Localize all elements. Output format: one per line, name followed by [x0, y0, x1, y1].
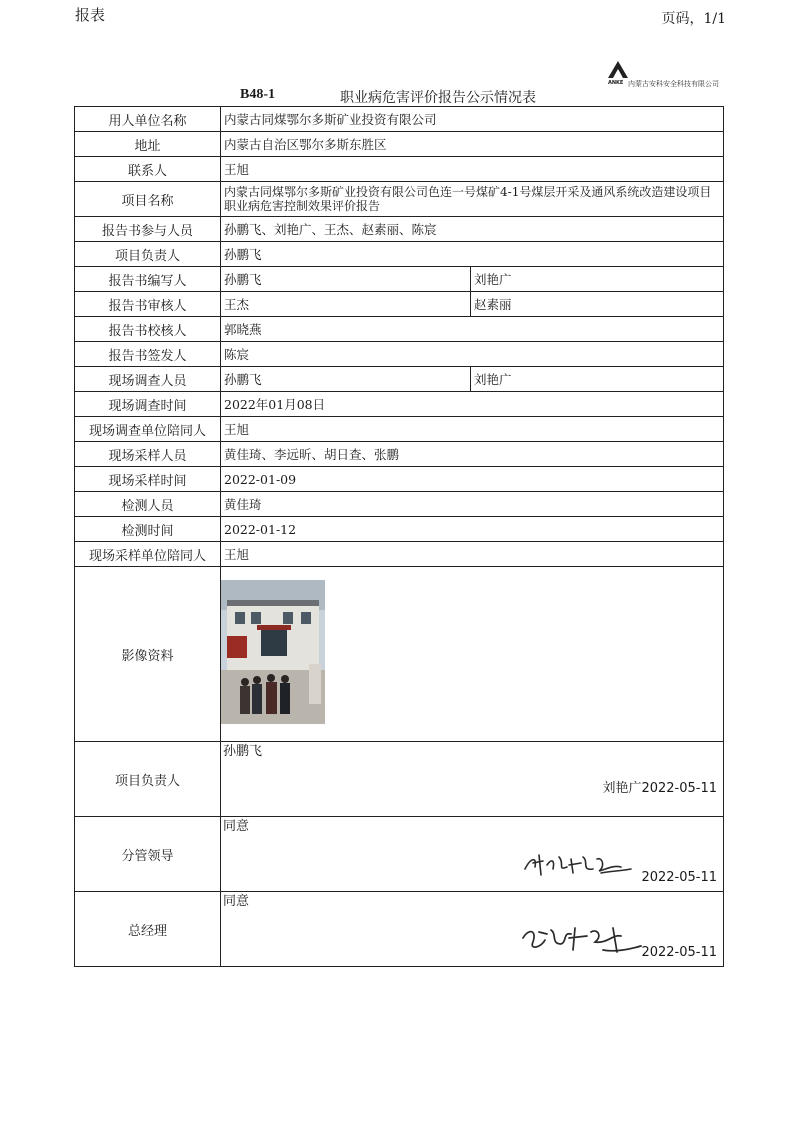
row-label: 总经理: [75, 892, 221, 966]
table-row: [74, 266, 724, 291]
table-row: [74, 341, 724, 366]
survey-time-value: 2022年01月08日: [224, 396, 326, 412]
table-row: [74, 216, 724, 241]
table-row: [74, 181, 724, 216]
form-title: 职业病危害评价报告公示情况表: [340, 90, 536, 106]
logo-triangle-icon: [606, 60, 630, 80]
test-time-value: 2022-01-12: [224, 521, 297, 537]
image-cell: [221, 567, 723, 741]
site-photo: [221, 580, 325, 724]
reviewer-value-1: 王杰: [221, 292, 471, 316]
unit-name-value: 内蒙古同煤鄂尔多斯矿业投资有限公司: [224, 111, 437, 127]
table-row: [74, 131, 724, 156]
table-row: [74, 316, 724, 341]
testers-value: 黄佳琦: [224, 496, 262, 512]
row-label: 分管领导: [75, 817, 221, 891]
signoff-gm-cell: [221, 892, 723, 966]
handwritten-signature: [521, 849, 643, 879]
table-row: [74, 416, 724, 441]
row-label: 项目负责人: [75, 742, 221, 816]
table-row: [74, 441, 724, 466]
reviewer-value-2: 赵素丽: [474, 296, 512, 312]
survey-staff-value-2: 刘艳广: [474, 371, 512, 387]
signoff-gm-opinion: 同意: [223, 894, 250, 909]
table-row: [74, 241, 724, 266]
row-label: 现场调查人员: [75, 367, 221, 391]
sampling-time-value: 2022-01-09: [224, 471, 297, 487]
row-label: 报告书编写人: [75, 267, 221, 291]
row-label: 用人单位名称: [75, 107, 221, 131]
table-row: [74, 466, 724, 491]
table-row: [74, 491, 724, 516]
page-number: 页码，1/1: [661, 11, 726, 27]
logo-abbrev: ANKE: [608, 80, 624, 86]
table-row: [74, 541, 724, 566]
row-label: 项目名称: [75, 182, 221, 216]
row-label: 现场调查单位陪同人: [75, 417, 221, 441]
row-label: 地址: [75, 132, 221, 156]
row-label: 检测时间: [75, 517, 221, 541]
row-label: 现场采样时间: [75, 467, 221, 491]
proofreader-value: 郭晓燕: [224, 321, 262, 337]
row-label: 现场采样人员: [75, 442, 221, 466]
row-label: 报告书签发人: [75, 342, 221, 366]
sampling-escort-value: 王旭: [224, 546, 250, 562]
table-row: [74, 291, 724, 316]
signoff-lead-cell: [221, 742, 723, 816]
survey-staff-values: [221, 367, 723, 391]
reviewer-values: [221, 292, 723, 316]
row-label: 报告书校核人: [75, 317, 221, 341]
row-label: 现场采样单位陪同人: [75, 542, 221, 566]
survey-escort-value: 王旭: [224, 421, 250, 437]
table-row: [74, 366, 724, 391]
row-label: 现场调查时间: [75, 392, 221, 416]
survey-staff-value-1: 孙鹏飞: [221, 367, 471, 391]
address-value: 内蒙古自治区鄂尔多斯东胜区: [224, 136, 387, 152]
contact-value: 王旭: [224, 161, 250, 177]
report-header-label: 报表: [75, 6, 106, 24]
signoff-manager-opinion: 同意: [223, 819, 250, 834]
company-logo: [606, 60, 730, 90]
project-lead-value: 孙鹏飞: [224, 246, 262, 262]
signoff-lead-name: 孙鹏飞: [223, 744, 263, 759]
logo-company-name: 内蒙古安科安全科技有限公司: [628, 80, 719, 88]
participants-value: 孙鹏飞、刘艳广、王杰、赵素丽、陈宸: [224, 221, 437, 237]
row-label: 检测人员: [75, 492, 221, 516]
project-name-value: 内蒙古同煤鄂尔多斯矿业投资有限公司色连一号煤矿4-1号煤层开采及通风系统改造建设项目职业病危害控制效果评价报告: [224, 185, 712, 213]
signoff-manager-cell: [221, 817, 723, 891]
disclosure-table: [74, 106, 724, 967]
row-label: 影像资料: [75, 567, 221, 741]
table-row: [74, 741, 724, 816]
table-row: [74, 391, 724, 416]
form-code: B48-1: [240, 87, 275, 102]
sampling-staff-value: 黄佳琦、李远昕、胡日查、张鹏: [224, 446, 400, 462]
table-row: [74, 106, 724, 131]
row-label: 项目负责人: [75, 242, 221, 266]
writer-values: [221, 267, 723, 291]
row-label: 报告书参与人员: [75, 217, 221, 241]
row-label: 联系人: [75, 157, 221, 181]
table-row: [74, 816, 724, 891]
row-label: 报告书审核人: [75, 292, 221, 316]
table-row: [74, 566, 724, 741]
table-row: [74, 156, 724, 181]
signoff-manager-date: 2022-05-11: [641, 870, 717, 885]
table-row: [74, 516, 724, 541]
writer-value-1: 孙鹏飞: [221, 267, 471, 291]
table-row: [74, 891, 724, 967]
signoff-gm-date: 2022-05-11: [641, 945, 717, 960]
issuer-value: 陈宸: [224, 346, 250, 362]
handwritten-signature: [517, 922, 645, 956]
writer-value-2: 刘艳广: [474, 271, 512, 287]
signoff-lead-signature-date: 刘艳广2022-05-11: [602, 781, 717, 796]
